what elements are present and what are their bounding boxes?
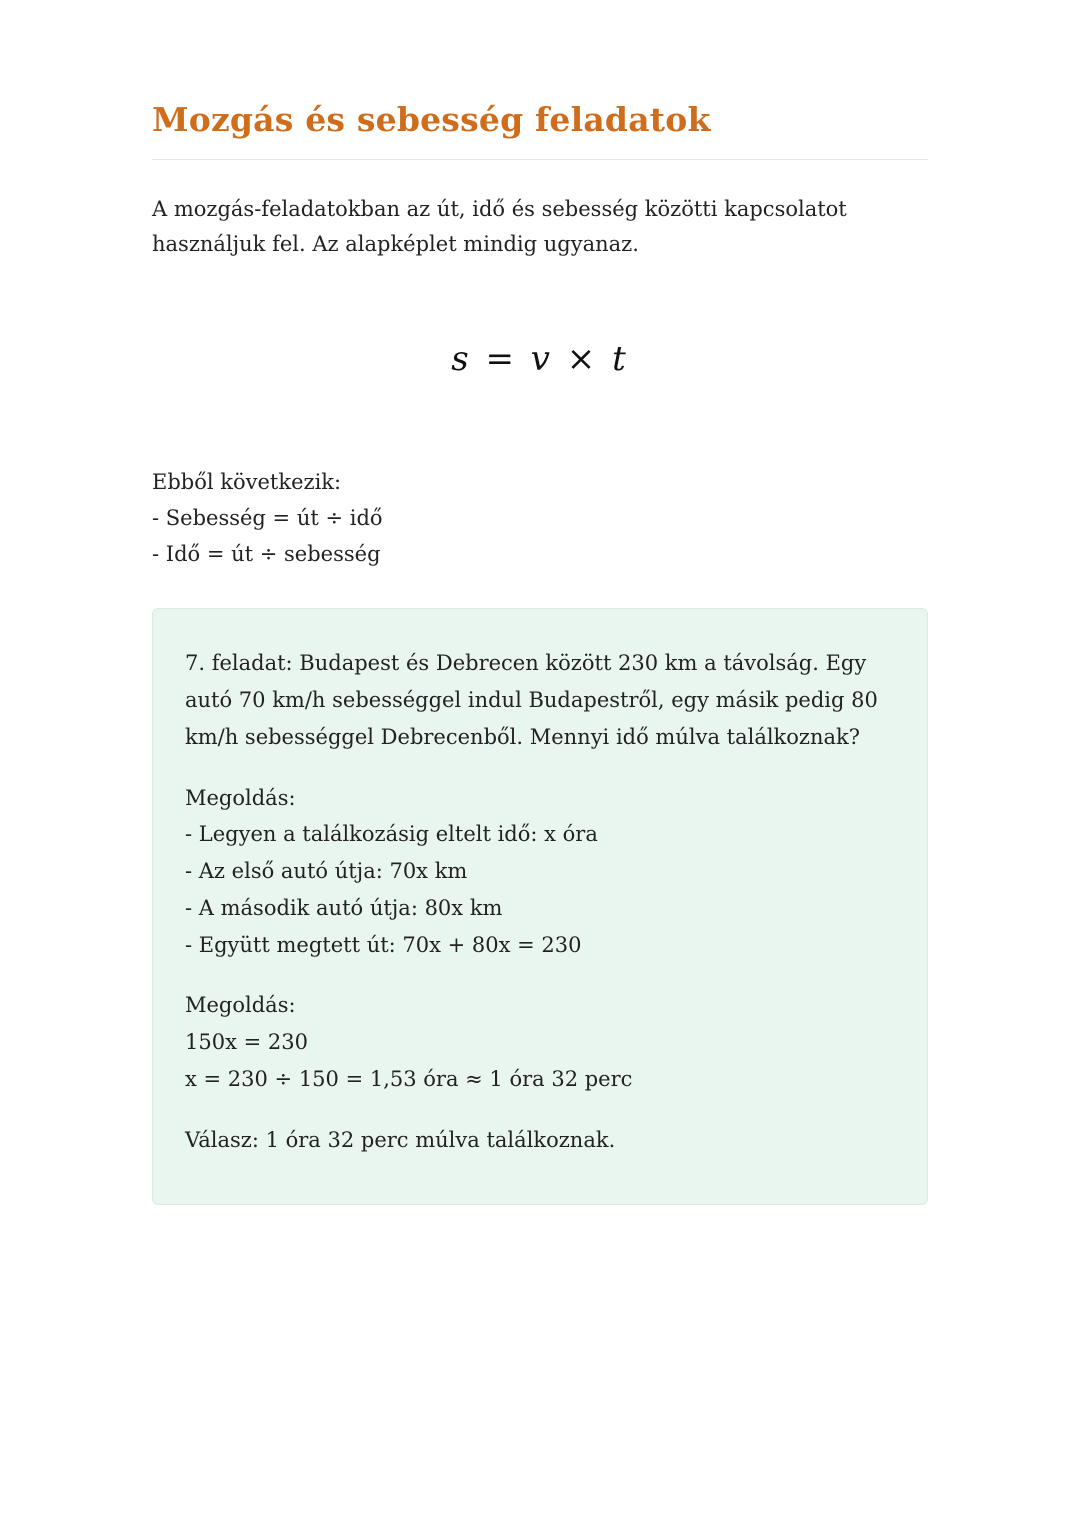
solution-step: - Együtt megtett út: 70x + 80x = 230 — [185, 932, 582, 957]
solution-heading-2: Megoldás: — [185, 993, 296, 1018]
derived-formulas-heading: Ebből következik: — [152, 470, 342, 495]
solution-step: - Legyen a találkozásig eltelt idő: x óra — [185, 822, 598, 847]
derived-formula-speed: - Sebesség = út ÷ idő — [152, 505, 383, 530]
problem-box — [152, 608, 928, 1205]
solution-step: - A második autó útja: 80x km — [185, 895, 503, 920]
solution-heading-1: Megoldás: — [185, 785, 296, 810]
calculation-line: x = 230 ÷ 150 = 1,53 óra ≈ 1 óra 32 perc — [185, 1066, 633, 1091]
page-title: Mozgás és sebesség feladatok — [152, 100, 928, 160]
intro-paragraph: A mozgás-feladatokban az út, idő és sebesség közötti kapcsolatot használjuk fel. Az alapképlet mindig ugyanaz. — [152, 197, 847, 256]
calculation-line: 150x = 230 — [185, 1030, 308, 1055]
answer-line: Válasz: 1 óra 32 perc múlva találkoznak. — [185, 1127, 616, 1152]
formula-display: s = v × t — [451, 339, 629, 380]
derived-formula-time: - Idő = út ÷ sebesség — [152, 541, 381, 566]
calculation-lines — [185, 1024, 895, 1098]
derived-formulas-section — [152, 465, 928, 572]
solution-steps — [185, 816, 895, 963]
solution-step: - Az első autó útja: 70x km — [185, 859, 468, 884]
problem-statement: 7. feladat: Budapest és Debrecen között 230 km a távolság. Egy autó 70 km/h sebességgel indul Budapestről, egy másik pedig 80 km/h sebességgel Debrecenből. Mennyi idő múlva találkoznak? — [185, 651, 878, 749]
